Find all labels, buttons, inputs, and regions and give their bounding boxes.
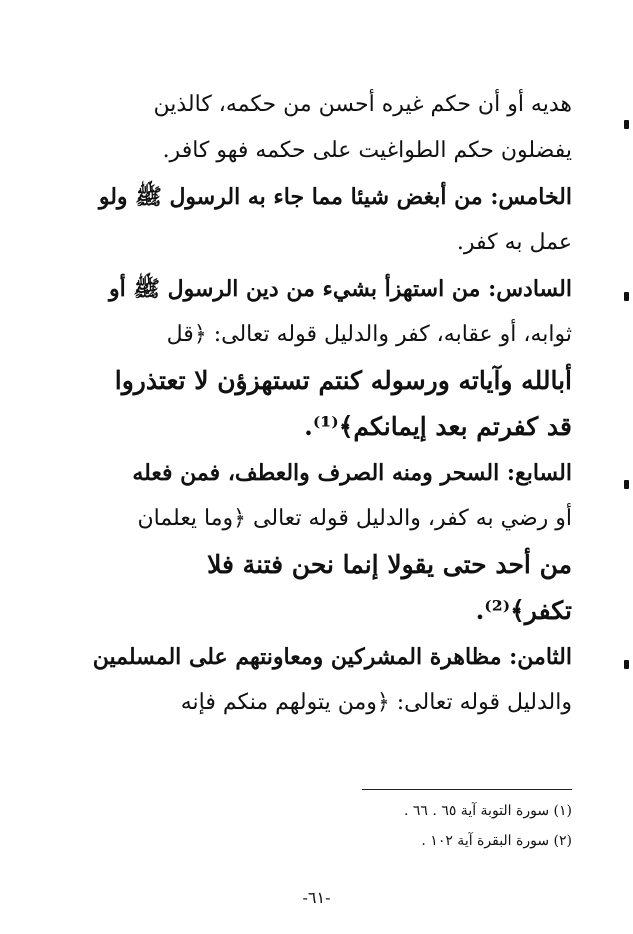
margin-mark	[624, 120, 629, 129]
margin-mark	[624, 480, 629, 489]
page-number: -٦١-	[302, 888, 331, 907]
footnotes	[300, 796, 572, 856]
footnote: (٢) سورة البقرة آية ١٠٢ .	[421, 833, 572, 849]
text-line: السابع: السحر ومنه الصرف والعطف، فمن فعله	[132, 460, 572, 486]
verse-line: من أحد حتى يقولا إنما نحن فتنة فلا	[207, 550, 572, 579]
footnote: (١) سورة التوبة آية ٦٥ . ٦٦ .	[404, 803, 572, 819]
text-line: هديه أو أن حكم غيره أحسن من حكمه، كالذين	[153, 92, 572, 117]
text-line: أو رضي به كفر، والدليل قوله تعالى ﴿وما يعلمان	[137, 506, 572, 531]
text-line: الخامس: من أبغض شيئا مما جاء به الرسول ﷺ ولو	[98, 184, 572, 210]
text-line: والدليل قوله تعالى: ﴿ومن يتولهم منكم فإنه	[180, 690, 572, 715]
margin-mark	[624, 292, 629, 301]
verse-line: قد كفرتم بعد إيمانكم﴾⁽¹⁾.	[304, 412, 572, 441]
text-line: السادس: من استهزأ بشيء من دين الرسول ﷺ أو	[109, 276, 572, 302]
text-line: عمل به كفر.	[456, 230, 572, 255]
verse-line: أبالله وآياته ورسوله كنتم تستهزؤن لا تعتذروا	[114, 366, 572, 395]
text-line: يفضلون حكم الطواغيت على حكمه فهو كافر.	[162, 138, 572, 163]
body-text	[68, 82, 572, 726]
footnote-divider	[362, 789, 572, 790]
text-line: ثوابه، أو عقابه، كفر والدليل قوله تعالى: ﴿قل	[166, 322, 572, 347]
verse-line: تكفر﴾⁽²⁾.	[475, 596, 572, 625]
text-line: الثامن: مظاهرة المشركين ومعاونتهم على المسلمين	[92, 644, 572, 670]
margin-mark	[624, 660, 629, 669]
